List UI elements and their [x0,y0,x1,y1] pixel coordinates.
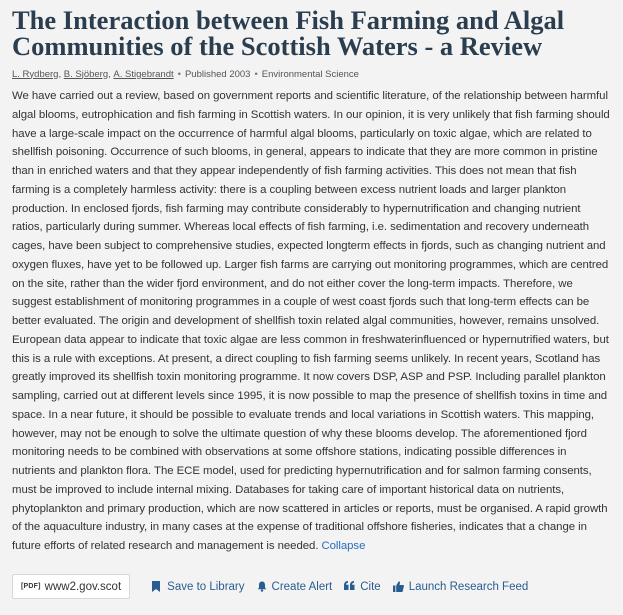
collapse-link[interactable]: Collapse [321,540,366,552]
quote-icon [344,581,355,593]
launch-research-feed-button[interactable] [393,581,529,593]
thumbs-up-icon [393,581,404,593]
abstract-body: We have carried out a review, based on government reports and scientific literature, of the relationship between harmful algal blooms, eutrophication and fish farming in Scottish waters. In our opinion, it is very unlikely that fish farming should have a large-scale impact on the occurrence of harmful algal blooms, particularly on toxic algae, which are related to shellfish poisoning. Occurrence of such blooms, in general, appears to indicate that they are more common in pristine than in enriched waters and that they appear independently of fish farming activities. This does not mean that fish farming is a completely harmless activity: there is a coupling between excess nutrient loads and larger plankton production. In enclosed fjords, fish farming may contribute considerably to hypernutrification and changing nutrient ratios, particularly during summer. Whereas local effects of fish farming, i.e. sedimentation and recovery underneath cages, have been subject to comprehensive studies, expected longterm effects in fjords, such as changing nutrient and oxygen fluxes, have yet to be followed up. Larger fish farms are carrying out monitoring programmes, which are centred on the site, rather than the wider fjord environment, and do not either cover the long-term impacts. Therefore, we suggest establishment of monitoring programmes in a couple of west coast fjords such that long-term effects can be better evaluated. The origin and development of shellfish toxin related algal communities, however, remains unsolved. European data appear to indicate that toxic algae are less common in freshwaterinfluenced or hypernutrified waters, but this is a rule with exceptions. At present, a direct coupling to fish farming seems unlikely. In recent years, Scotland has greatly improved its shellfish toxin monitoring programme. It now covers DSP, ASP and PSP. Including parallel plankton sampling, carried out at different levels since 1995, it is now possible to map the presence of shellfish toxins in time and space. In a near future, it should be possible to evaluate trends and local variations in Scottish waters. This mapping, however, may not be enough to solve the ultimate question of why these blooms develop. The aforementioned fjord monitoring needs to be combined with observations at some offshore stations, indicating possible differences in nutrients and plankton flora. The ECE model, used for predicting hypernutrification and for salmon farming consents, must be improved to include internal mixing. Databases for taking care of important historical data on nutrients, phytoplankton and primary production, which are now scattered in articles or reports, must be organised. A rapid growth of the aquaculture industry, in many cases at the expense of traditional offshore fisheries, indicates that a change in future efforts of related research and management is needed. [12,90,610,552]
action-bar [12,573,540,600]
paper-title[interactable]: The Interaction between Fish Farming and Algal Communities of the Scottish Waters - a Review [12,5,565,61]
published-year: Published 2003 [184,68,251,80]
save-to-library-button[interactable] [152,581,244,593]
author-link[interactable]: L. Rydberg [12,68,59,80]
pdf-source-button[interactable] [12,574,130,599]
abstract-text [12,87,612,556]
cite-button[interactable] [344,581,380,593]
paper-meta: L. Rydberg , B. Sjöberg , A. Stigebrandt • Published 2003 • Environmental Science [12,68,359,80]
meta-separator: • [254,68,258,80]
bell-icon [257,581,267,593]
pdf-badge: [PDF] [21,583,41,590]
alert-label: Create Alert [271,580,333,593]
meta-separator: • [177,68,181,80]
source-domain: www2.gov.scot [44,580,122,593]
save-label: Save to Library [167,580,245,593]
field-of-study: Environmental Science [261,68,359,80]
create-alert-button[interactable] [257,581,333,593]
cite-label: Cite [360,580,381,593]
bookmark-icon [152,581,162,593]
research-feed-label: Launch Research Feed [408,580,529,593]
author-link[interactable]: A. Stigebrandt [113,68,174,80]
author-link[interactable]: B. Sjöberg [63,68,109,80]
